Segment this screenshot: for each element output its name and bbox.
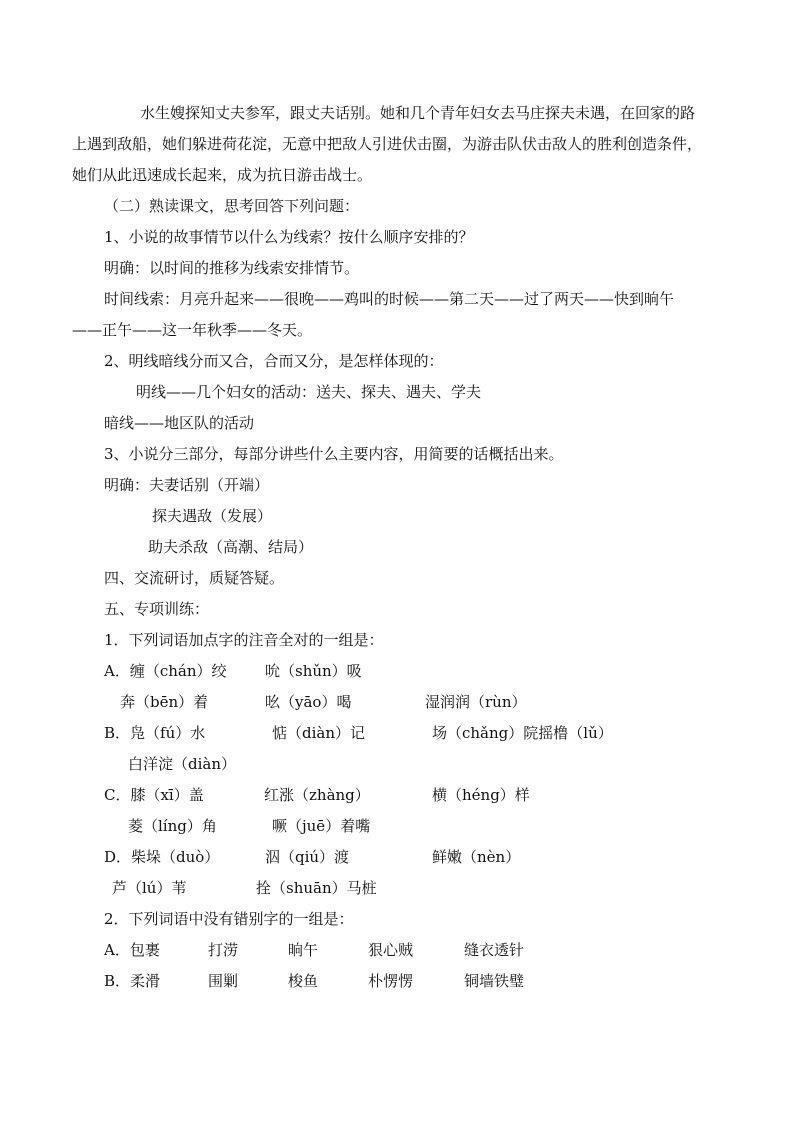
option-item: 惦（diàn）记 (272, 724, 366, 742)
option-item: 奔（bēn）着 (120, 693, 209, 711)
answer-1: 明确：以时间的推移为线索安排情节。 (104, 259, 360, 277)
section2-heading: （二）熟读课文，思考回答下列问题： (104, 197, 360, 215)
option-item: D．柴垛（duò） (104, 848, 220, 866)
summary-line-2: 上遇到敌船，她们躲进荷花淀，无意中把敌人引进伏击圈，为游击队伏击敌人的胜利创造条件， (72, 135, 703, 153)
option-item: A．缠（chán）绞 (104, 662, 227, 680)
question-1: 1、小说的故事情节以什么为线索？按什么顺序安排的？ (104, 228, 474, 246)
exercise-1-question: 1．下列词语加点字的注音全对的一组是： (104, 631, 384, 649)
option-item: C．膝（xī）盖 (104, 786, 204, 804)
option-item: 打涝 (208, 941, 239, 959)
option-item: 狠心贼 (368, 941, 414, 959)
option-item: B．柔滑 (104, 972, 161, 990)
option-item: 吮（shǔn）吸 (265, 662, 362, 680)
question-3: 3、小说分三部分，每部分讲些什么主要内容，用简要的话概括出来。 (104, 445, 564, 463)
timeline-line-2: ——正午——这一年秋季——冬天。 (72, 321, 313, 339)
answer-3-part-1: 明确：夫妻话别（开端） (104, 476, 270, 494)
option-item: 白洋淀（diàn） (128, 755, 237, 773)
section4-heading: 四、交流研讨，质疑答疑。 (104, 569, 285, 587)
option-item: 红涨（zhàng） (264, 786, 370, 804)
section5-heading: 五、专项训练： (104, 600, 210, 618)
option-item: 缝衣透针 (464, 941, 525, 959)
option-item: 朴愣愣 (368, 972, 414, 990)
timeline-line-1: 时间线索：月亮升起来——很晚——鸡叫的时候——第二天——过了两天——快到晌午 (104, 290, 675, 308)
bright-line: 明线——几个妇女的活动：送夫、探夫、遇夫、学夫 (136, 383, 482, 401)
option-item: 梭鱼 (288, 972, 319, 990)
answer-3-part-3: 助夫杀敌（高潮、结局） (148, 538, 314, 556)
option-item: 泅（qiú）渡 (265, 848, 350, 866)
question-2: 2、明线暗线分而又合，合而又分，是怎样体现的： (104, 352, 444, 370)
option-item: A．包裹 (104, 941, 160, 959)
option-item: 鲜嫩（nèn） (432, 848, 521, 866)
summary-line-3: 她们从此迅速成长起来，成为抗日游击战士。 (72, 166, 373, 184)
option-item: 铜墙铁璧 (464, 972, 525, 990)
option-item: 吆（yāo）喝 (265, 693, 352, 711)
summary-line-1: 水生嫂探知丈夫参军，跟丈夫话别。她和几个青年妇女去马庄探夫未遇，在回家的路 (140, 104, 696, 122)
option-item: 横（héng）样 (432, 786, 530, 804)
answer-3-part-2: 探夫遇敌（发展） (152, 507, 273, 525)
option-item: B．凫（fú）水 (104, 724, 206, 742)
option-item: 场（chǎng）院摇橹（lǔ） (432, 724, 613, 742)
option-item: 拴（shuān）马桩 (256, 879, 377, 897)
option-item: 晌午 (288, 941, 319, 959)
option-item: 菱（líng）角 (128, 817, 217, 835)
option-item: 围剿 (208, 972, 239, 990)
dark-line: 暗线——地区队的活动 (104, 414, 255, 432)
exercise-2-question: 2．下列词语中没有错别字的一组是： (104, 910, 354, 928)
option-item: 芦（lú）苇 (112, 879, 187, 897)
option-item: 湿润润（rùn） (425, 693, 527, 711)
option-item: 噘（juē）着嘴 (272, 817, 371, 835)
